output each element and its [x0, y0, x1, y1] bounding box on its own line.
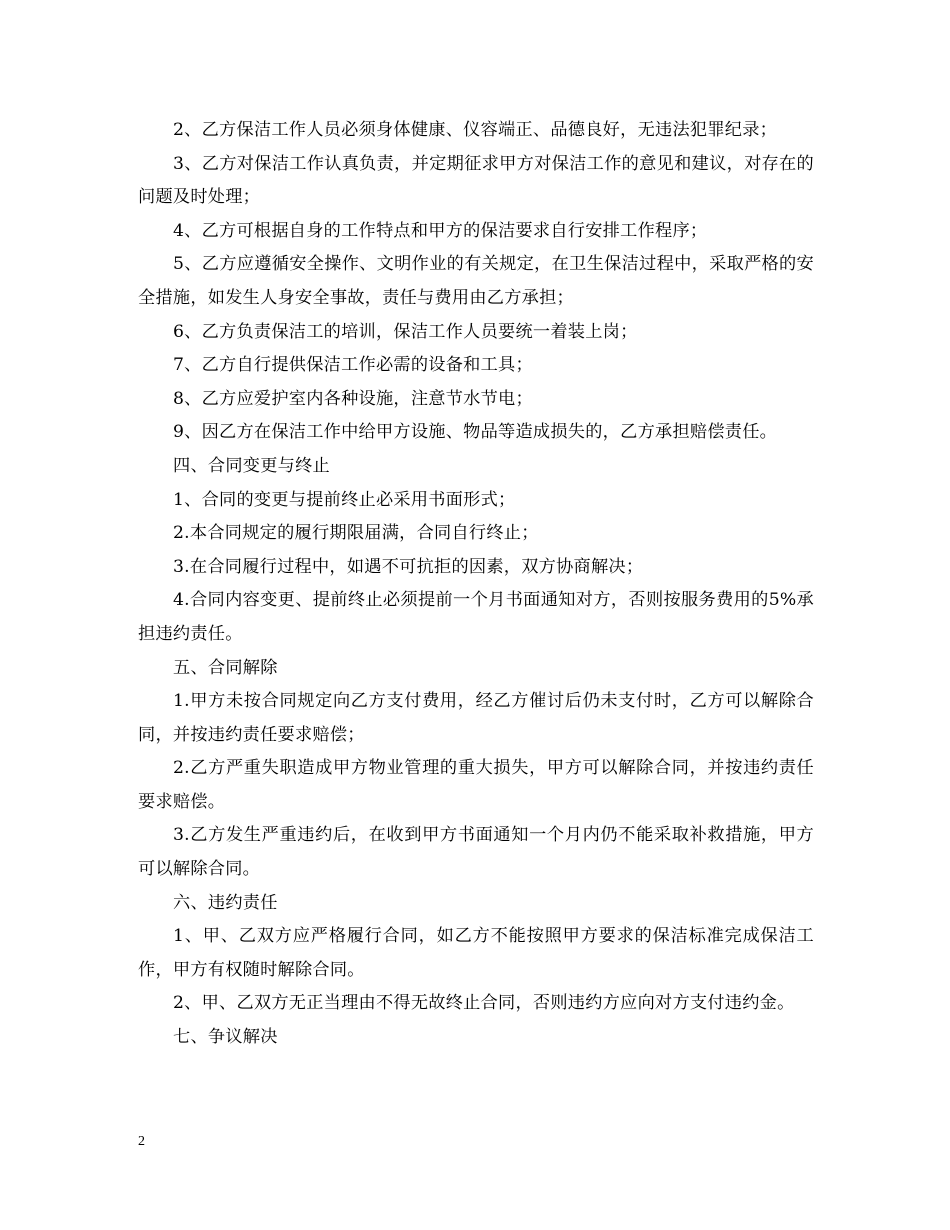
- paragraph-clause-5-safety: 5、乙方应遵循安全操作、文明作业的有关规定，在卫生保洁过程中，采取严格的安全措施，如发生人身安全事故，责任与费用由乙方承担；: [138, 254, 814, 308]
- paragraph-clause-4-procedure: 4、乙方可根据自身的工作特点和甲方的保洁要求自行安排工作程序；: [173, 220, 708, 241]
- section-heading-liability: 六、违约责任: [173, 892, 278, 913]
- paragraph-termination-2-negligence: 2.乙方严重失职造成甲方物业管理的重大损失，甲方可以解除合同，并按违约责任要求赔偿。: [138, 758, 814, 812]
- paragraph-clause-8-facilities: 8、乙方应爱护室内各种设施，注意节水节电；: [173, 388, 533, 409]
- paragraph-clause-3-responsibility: 3、乙方对保洁工作认真负责，并定期征求甲方对保洁工作的意见和建议，对存在的问题及时处理；: [138, 153, 814, 208]
- paragraph-termination-1-payment: 1.甲方未按合同规定向乙方支付费用，经乙方催讨后仍未支付时，乙方可以解除合同，并按违约责任要求赔偿；: [138, 691, 814, 745]
- page-number: 2: [138, 1134, 145, 1149]
- paragraph-termination-3-breach: 3.乙方发生严重违约后，在收到甲方书面通知一个月内仍不能采取补救措施，甲方可以解除合同。: [138, 825, 814, 880]
- paragraph-liability-1-performance: 1、甲、乙双方应严格履行合同，如乙方不能按照甲方要求的保洁标准完成保洁工作，甲方有权随时解除合同。: [138, 926, 814, 980]
- document-body: [138, 114, 814, 1055]
- paragraph-change-4-notice: 4.合同内容变更、提前终止必须提前一个月书面通知对方，否则按服务费用的5%承担违约责任。: [138, 590, 814, 644]
- paragraph-change-2-expiry: 2.本合同规定的履行期限届满，合同自行终止；: [173, 523, 539, 544]
- paragraph-change-1-written: 1、合同的变更与提前终止必采用书面形式；: [173, 489, 516, 510]
- section-heading-termination: 五、合同解除: [173, 657, 278, 678]
- paragraph-clause-2-health: 2、乙方保洁工作人员必须身体健康、仪容端正、品德良好，无违法犯罪纪录；: [173, 120, 778, 140]
- paragraph-clause-7-equipment: 7、乙方自行提供保洁工作必需的设备和工具；: [173, 355, 533, 376]
- paragraph-change-3-force-majeure: 3.在合同履行过程中，如遇不可抗拒的因素，双方协商解决；: [173, 556, 644, 577]
- paragraph-clause-6-training: 6、乙方负责保洁工的培训，保洁工作人员要统一着装上岗；: [173, 321, 638, 342]
- paragraph-clause-9-damages: 9、因乙方在保洁工作中给甲方设施、物品等造成损失的，乙方承担赔偿责任。: [173, 422, 778, 443]
- section-heading-dispute: 七、争议解决: [173, 1027, 278, 1048]
- section-heading-contract-change: 四、合同变更与终止: [173, 455, 330, 476]
- paragraph-liability-2-penalty: 2、甲、乙双方无正当理由不得无故终止合同，否则违约方应向对方支付违约金。: [173, 993, 795, 1014]
